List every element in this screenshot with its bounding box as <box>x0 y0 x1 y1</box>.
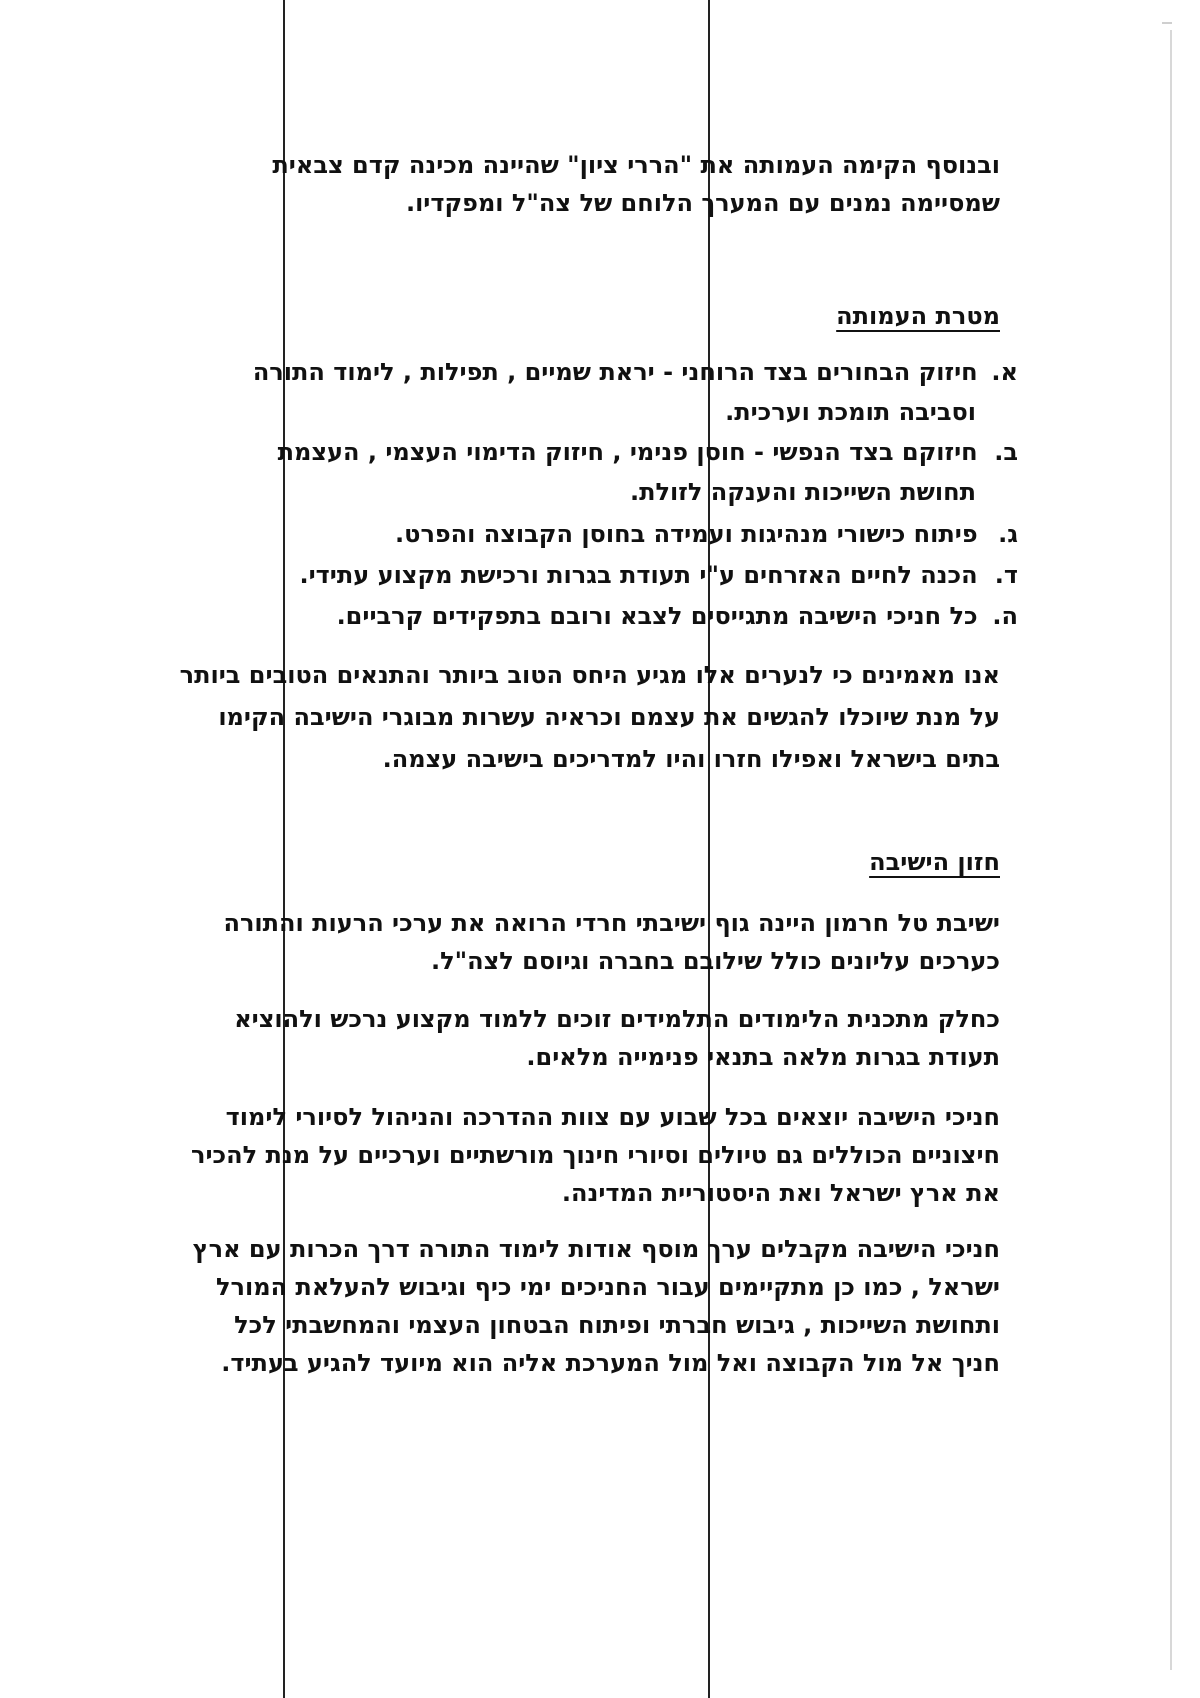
page-edge-mark <box>1162 22 1172 24</box>
vision-p3-line-1: חניכי הישיבה יוצאים בכל שבוע עם צוות ההדרכה והניהול לסיורי לימוד <box>225 1103 1000 1131</box>
goals-paragraph-line-1: אנו מאמינים כי לנערים אלו מגיע היחס הטוב ביותר והתנאים הטובים ביותר <box>179 661 1000 689</box>
goal-text-a-2: וסביבה תומכת וערכית. <box>725 398 976 426</box>
goal-marker-a: א. <box>991 358 1018 386</box>
vision-p3-line-3: את ארץ ישראל ואת היסטוריית המדינה. <box>561 1179 1000 1207</box>
vision-p4-line-3: ותחושת השייכות , גיבוש חברתי ופיתוח הבטחון העצמי והמחשבתי לכל <box>234 1311 1000 1339</box>
goal-text-a-1: חיזוק הבחורים בצד הרוחני - יראת שמיים , תפילות , לימוד התורה <box>252 358 978 386</box>
goal-marker-d: ד. <box>994 561 1018 589</box>
vision-paragraph-2 <box>234 1000 1000 1076</box>
section-heading-vision: חזון הישיבה <box>869 848 1000 876</box>
intro-line-2: שמסיימה נמנים עם המערך הלוחם של צה"ל ומפקדיו. <box>405 189 1000 217</box>
page-edge-line <box>1170 30 1172 1670</box>
goal-item-c <box>395 514 1018 554</box>
vision-paragraph-4 <box>193 1230 1000 1382</box>
intro-paragraph <box>200 146 1000 222</box>
scan-fold-line-middle <box>708 0 710 1698</box>
goal-item-a <box>253 352 1018 432</box>
intro-line-1: ובנוסף הקימה העמותה את "הררי ציון" שהיינה מכינה קדם צבאית <box>272 151 1000 179</box>
vision-p4-line-1: חניכי הישיבה מקבלים ערך מוסף אודות לימוד התורה דרך הכרות עם ארץ <box>192 1235 1000 1263</box>
goal-marker-c: ג. <box>998 520 1018 548</box>
scan-fold-line-left <box>283 0 285 1698</box>
vision-p2-line-2: תעודת בגרות מלאה בתנאי פנימייה מלאים. <box>526 1043 1000 1071</box>
goal-marker-b: ב. <box>994 438 1018 466</box>
goals-paragraph-line-2: על מנת שיוכלו להגשים את עצמם וכראיה עשרות מבוגרי הישיבה הקימו <box>218 703 1000 731</box>
vision-p3-line-2: חיצוניים הכוללים גם טיולים וסיורי חינוך מורשתיים וערכיים על מנת להכיר <box>191 1141 1000 1169</box>
vision-p1-line-2: כערכים עליונים כולל שילובם בחברה וגיוסם לצה"ל. <box>430 947 1000 975</box>
vision-p4-line-4: חניך אל מול הקבוצה ואל מול המערכת אליה הוא מיועד להגיע בעתיד. <box>221 1349 1000 1377</box>
goal-item-b <box>278 432 1018 512</box>
vision-p1-line-1: ישיבת טל חרמון היינה גוף ישיבתי חרדי הרואה את ערכי הרעות והתורה <box>223 909 1000 937</box>
vision-paragraph-3 <box>191 1098 1000 1212</box>
goal-marker-e: ה. <box>992 602 1018 630</box>
section-heading-goals: מטרת העמותה <box>836 302 1000 330</box>
goals-paragraph-line-3: בתים בישראל ואפילו חזרו והיו למדריכים בישיבה עצמה. <box>382 745 1000 773</box>
goal-text-b-2: תחושת השייכות והענקה לזולת. <box>630 478 976 506</box>
vision-p2-line-1: כחלק מתכנית הלימודים התלמידים זוכים ללמוד מקצוע נרכש ולהוציא <box>234 1005 1000 1033</box>
vision-p4-line-2: ישראל , כמו כן מתקיימים עבור החניכים ימי כיף וגיבוש להעלאת המורל <box>216 1273 1000 1301</box>
goal-item-d <box>299 555 1018 595</box>
goal-text-b-1: חיזוקם בצד הנפשי - חוסן פנימי , חיזוק הדימוי העצמי , העצמת <box>277 438 978 466</box>
goals-paragraph <box>180 654 1000 780</box>
vision-paragraph-1 <box>223 904 1000 980</box>
goal-text-c: פיתוח כישורי מנהיגות ועמידה בחוסן הקבוצה והפרט. <box>395 520 978 548</box>
goal-text-e: כל חניכי הישיבה מתגייסים לצבא ורובם בתפקידים קרביים. <box>336 602 978 630</box>
goal-text-d: הכנה לחיים האזרחים ע"י תעודת בגרות ורכישת מקצוע עתידי. <box>299 561 978 589</box>
goal-item-e <box>337 596 1018 636</box>
